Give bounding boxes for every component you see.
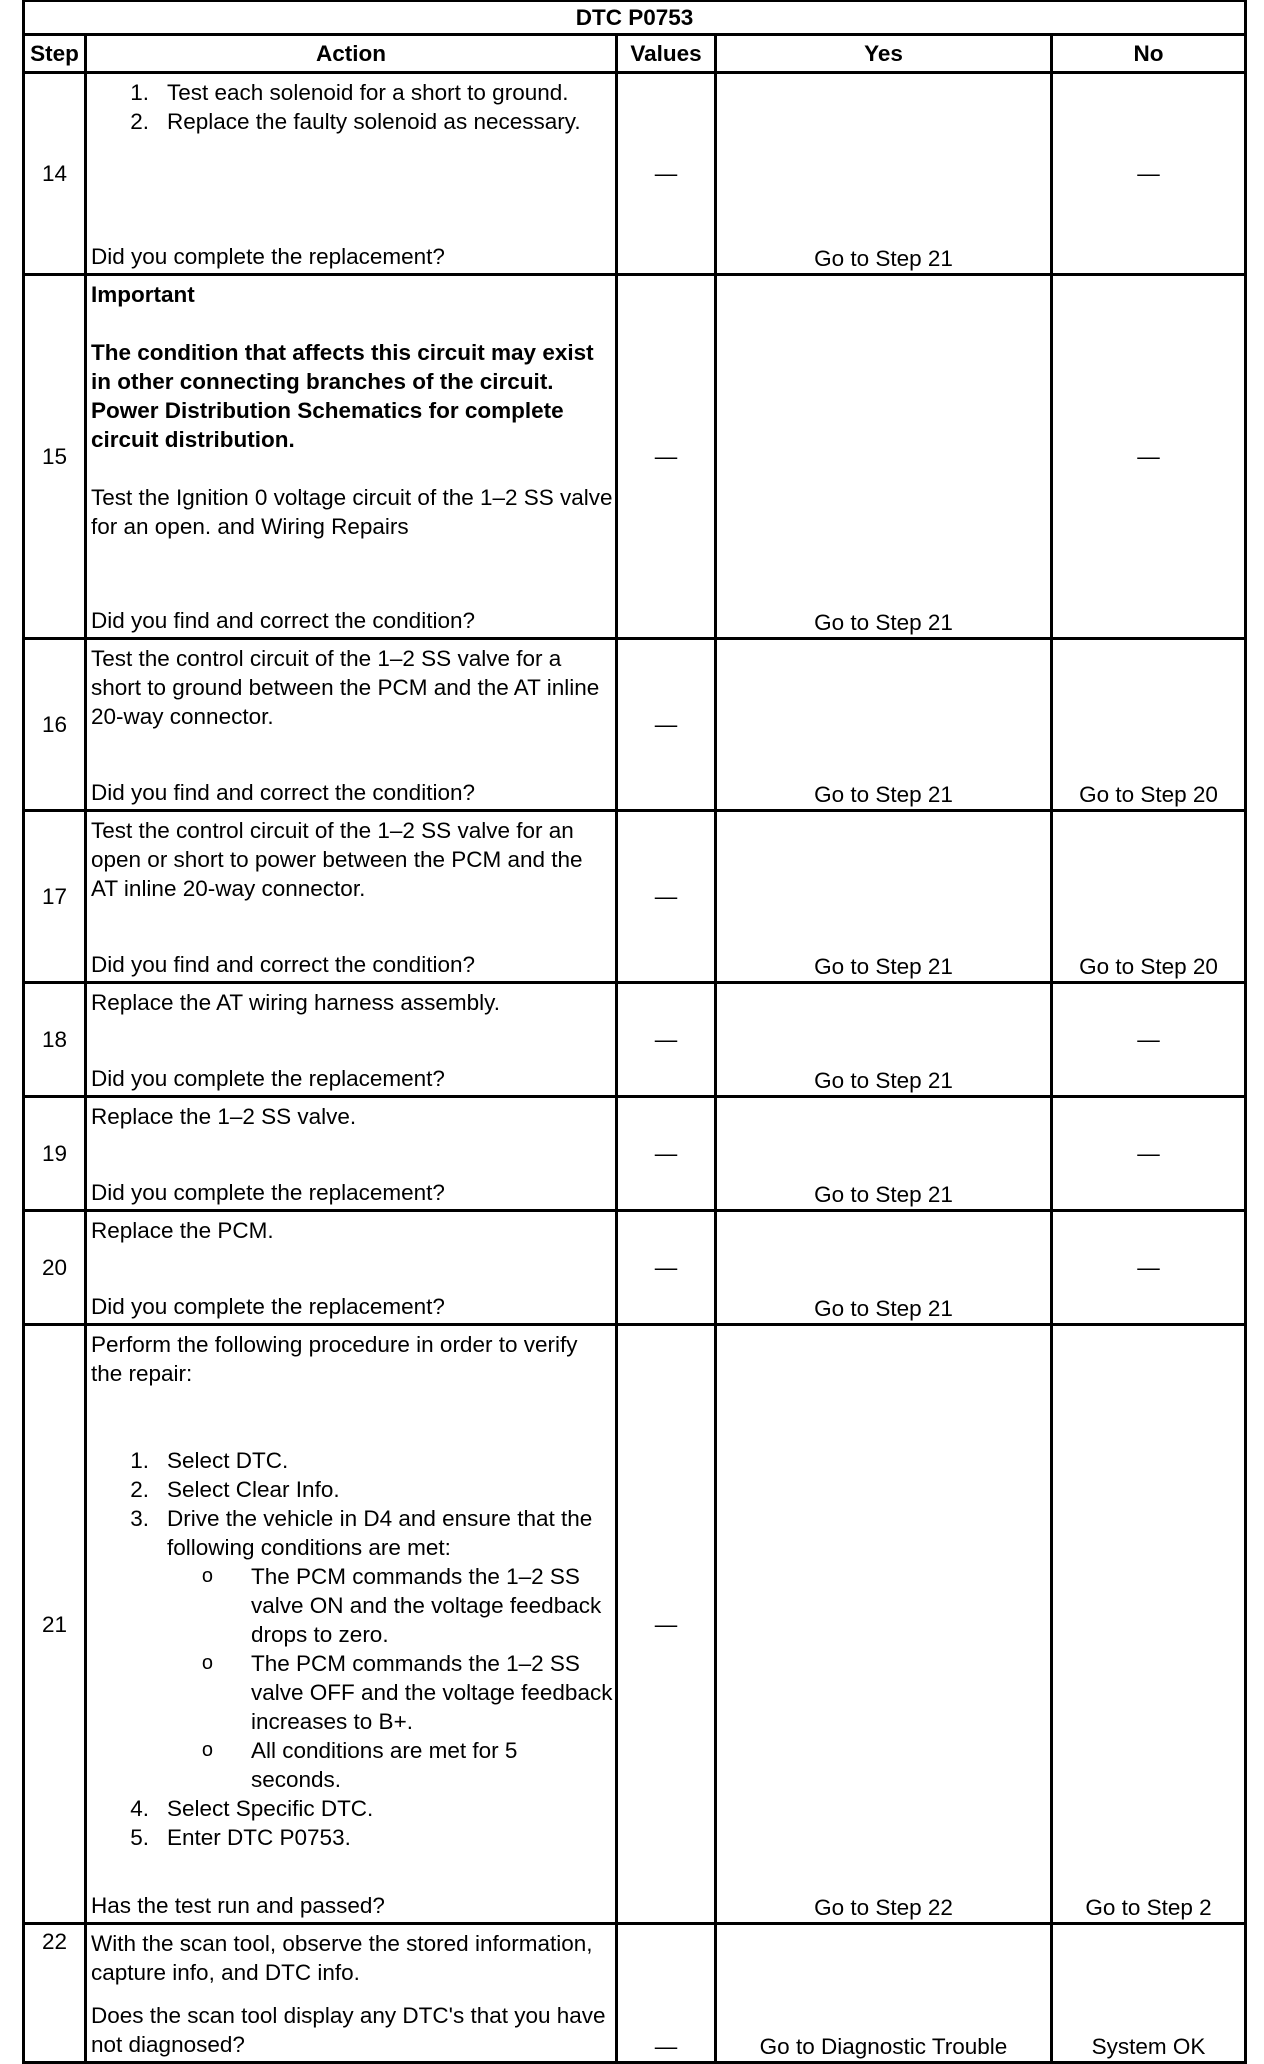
action-text: Test the Ignition 0 voltage circuit of the 1–2 SS valve for an open. and Wiring Repairs — [91, 485, 613, 539]
action-text: Replace the PCM. — [91, 1218, 274, 1243]
no-cell: Go to Step 2 — [1052, 1325, 1246, 1924]
action-cell — [86, 639, 617, 811]
values-cell: — — [617, 811, 716, 983]
table-row-step-19 — [24, 1097, 1246, 1211]
action-question: Did you complete the replacement? — [91, 1294, 445, 1319]
action-list — [91, 78, 613, 136]
list-item: 2. Select Clear Info. — [130, 1477, 340, 1502]
list-item: 4. Select Specific DTC. — [130, 1796, 374, 1821]
list-item: 1. Test each solenoid for a short to ground. — [130, 80, 569, 105]
values-cell: — — [617, 1097, 716, 1211]
table-row-step-15 — [24, 275, 1246, 639]
values-cell: — — [617, 1924, 716, 2063]
step-number: 19 — [24, 1097, 86, 1211]
list-item: 1. Select DTC. — [130, 1448, 289, 1473]
action-text: Replace the 1–2 SS valve. — [91, 1104, 357, 1129]
list-item: 5. Enter DTC P0753. — [130, 1825, 351, 1850]
step-number: 17 — [24, 811, 86, 983]
action-question: Did you complete the replacement? — [91, 1066, 445, 1091]
sublist-item: o The PCM commands the 1–2 SS valve OFF and the voltage feedback increases to B+. — [91, 1649, 613, 1736]
header-yes: Yes — [716, 35, 1052, 73]
yes-cell: Go to Step 21 — [716, 983, 1052, 1097]
action-sublist — [91, 1562, 613, 1794]
action-text: Replace the AT wiring harness assembly. — [91, 990, 500, 1015]
no-cell: — — [1052, 1097, 1246, 1211]
step-number: 20 — [24, 1211, 86, 1325]
sublist-item: o All conditions are met for 5 seconds. — [91, 1736, 613, 1794]
action-question: Did you find and correct the condition? — [91, 952, 475, 977]
list-item: 2. Replace the faulty solenoid as necessary. — [130, 109, 581, 134]
yes-cell: Go to Step 21 — [716, 1097, 1052, 1211]
table-row-step-18 — [24, 983, 1246, 1097]
dtc-table — [22, 0, 1247, 2064]
action-text: Perform the following procedure in order to verify the repair: — [91, 1332, 578, 1386]
yes-cell: Go to Step 21 — [716, 73, 1052, 275]
action-cell — [86, 1924, 617, 2063]
action-text: Test the control circuit of the 1–2 SS valve for an open or short to power between the PCM and the AT inline 20-way connector. — [91, 818, 583, 901]
table-title: DTC P0753 — [24, 1, 1246, 35]
action-cell — [86, 811, 617, 983]
header-action: Action — [86, 35, 617, 73]
action-cell — [86, 275, 617, 639]
header-step: Step — [24, 35, 86, 73]
table-row-step-21 — [24, 1325, 1246, 1924]
step-number: 16 — [24, 639, 86, 811]
bullet-icon: o — [201, 1565, 213, 1587]
list-item: 3. Drive the vehicle in D4 and ensure that the following conditions are met: — [130, 1506, 593, 1560]
sublist-item: o The PCM commands the 1–2 SS valve ON and the voltage feedback drops to zero. — [91, 1562, 613, 1649]
no-cell: System OK — [1052, 1924, 1246, 2063]
no-cell: — — [1052, 275, 1246, 639]
action-cell — [86, 73, 617, 275]
header-no: No — [1052, 35, 1246, 73]
no-cell: — — [1052, 983, 1246, 1097]
action-cell — [86, 1211, 617, 1325]
step-number: 14 — [24, 73, 86, 275]
yes-cell: Go to Diagnostic Trouble — [716, 1924, 1052, 2063]
action-question: Did you complete the replacement? — [91, 1180, 445, 1205]
values-cell: — — [617, 983, 716, 1097]
step-number: 22 — [24, 1924, 86, 2063]
action-list — [91, 1446, 613, 1562]
table-row-step-14 — [24, 73, 1246, 275]
header-row — [24, 35, 1246, 73]
important-label: Important — [91, 282, 195, 307]
action-question: Did you complete the replacement? — [91, 244, 445, 269]
action-question: Did you find and correct the condition? — [91, 608, 475, 633]
values-cell: — — [617, 73, 716, 275]
values-cell: — — [617, 1325, 716, 1924]
action-cell — [86, 1325, 617, 1924]
table-row-step-16 — [24, 639, 1246, 811]
table-row-step-22 — [24, 1924, 1246, 2063]
yes-cell: Go to Step 21 — [716, 275, 1052, 639]
action-question: Does the scan tool display any DTC's that you have not diagnosed? — [91, 2003, 606, 2057]
values-cell: — — [617, 275, 716, 639]
action-text: With the scan tool, observe the stored information, capture info, and DTC info. — [91, 1931, 593, 1985]
table-row-step-20 — [24, 1211, 1246, 1325]
action-cell — [86, 983, 617, 1097]
action-question: Has the test run and passed? — [91, 1893, 385, 1918]
no-cell: — — [1052, 73, 1246, 275]
values-cell: — — [617, 639, 716, 811]
yes-cell: Go to Step 21 — [716, 639, 1052, 811]
no-cell: Go to Step 20 — [1052, 811, 1246, 983]
bullet-icon: o — [201, 1652, 213, 1674]
action-list-continued — [91, 1794, 613, 1852]
yes-cell: Go to Step 21 — [716, 1211, 1052, 1325]
action-cell — [86, 1097, 617, 1211]
dtc-document — [22, 0, 1244, 2064]
action-text: Test the control circuit of the 1–2 SS valve for a short to ground between the PCM and the AT inline 20-way connector. — [91, 646, 600, 729]
bullet-icon: o — [201, 1739, 213, 1761]
table-row-step-17 — [24, 811, 1246, 983]
step-number: 15 — [24, 275, 86, 639]
yes-cell: Go to Step 22 — [716, 1325, 1052, 1924]
yes-cell: Go to Step 21 — [716, 811, 1052, 983]
action-question: Did you find and correct the condition? — [91, 780, 475, 805]
step-number: 21 — [24, 1325, 86, 1924]
step-number: 18 — [24, 983, 86, 1097]
important-text: The condition that affects this circuit may exist in other connecting branches of the circuit. Power Distribution Schematics for complete circuit distribution. — [91, 340, 594, 452]
values-cell: — — [617, 1211, 716, 1325]
no-cell: Go to Step 20 — [1052, 639, 1246, 811]
no-cell: — — [1052, 1211, 1246, 1325]
header-values: Values — [617, 35, 716, 73]
